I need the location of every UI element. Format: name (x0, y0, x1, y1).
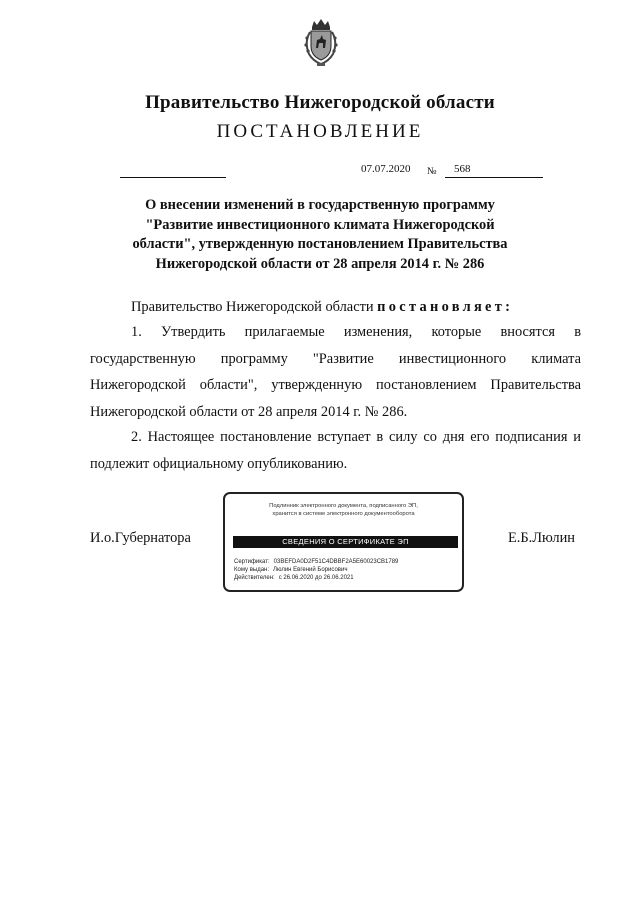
government-title: Правительство Нижегородской области (145, 92, 495, 113)
document-number: 568 (454, 163, 471, 175)
stamp-caption-line-1: Подлинник электронного документа, подписанного ЭП, (269, 503, 418, 509)
stamp-issued-to-row (234, 567, 347, 573)
blank-date-line (120, 177, 226, 178)
valid-value: с 26.06.2020 до 26.06.2021 (278, 575, 354, 581)
number-label: № (427, 166, 437, 177)
signatory-position: И.о.Губернатора (90, 530, 191, 546)
stamp-header: СВЕДЕНИЯ О СЕРТИФИКАТЕ ЭП (233, 536, 458, 548)
decree-word: постановляет: (377, 299, 514, 315)
intro-prefix: Правительство Нижегородской области (131, 299, 378, 315)
paragraph-1: 1. Утвердить прилагаемые изменения, которые вносятся в государственную программу "Развитие инвестиционного климата Нижегородской области", утвержденную постановлением Правительства Нижегородской области от 28 апреля 2014 г. № 286. (90, 324, 581, 420)
document-subject: О внесении изменений в государственную программу "Развитие инвестиционного климата Нижегородской области", утвержденную постановлением Правительства Нижегородской области от 28 апреля 2014 г. № 286 (132, 197, 508, 272)
number-underline (445, 177, 543, 178)
valid-label: Действителен: (234, 575, 275, 581)
document-type: ПОСТАНОВЛЕНИЕ (216, 121, 424, 142)
stamp-validity-row (234, 575, 354, 581)
intro-paragraph (90, 294, 581, 321)
e-signature-stamp (223, 492, 464, 592)
paragraph-2: 2. Настоящее постановление вступает в силу со дня его подписания и подлежит официальному опубликованию. (90, 429, 581, 472)
document-date: 07.07.2020 (361, 163, 411, 175)
certificate-label: Сертификат: (234, 559, 270, 565)
coat-of-arms-icon (301, 18, 341, 68)
issued-to-label: Кому выдан: (234, 567, 270, 573)
stamp-certificate-row (234, 559, 398, 565)
issued-to-value: Люлин Евгений Борисович (273, 567, 348, 573)
stamp-caption-line-2: хранится в системе электронного документооборота (272, 511, 415, 517)
signatory-name: Е.Б.Люлин (508, 530, 575, 546)
certificate-value: 03BEFDA0D2F51C4DBBF2A5E60023CB1789 (273, 559, 399, 565)
